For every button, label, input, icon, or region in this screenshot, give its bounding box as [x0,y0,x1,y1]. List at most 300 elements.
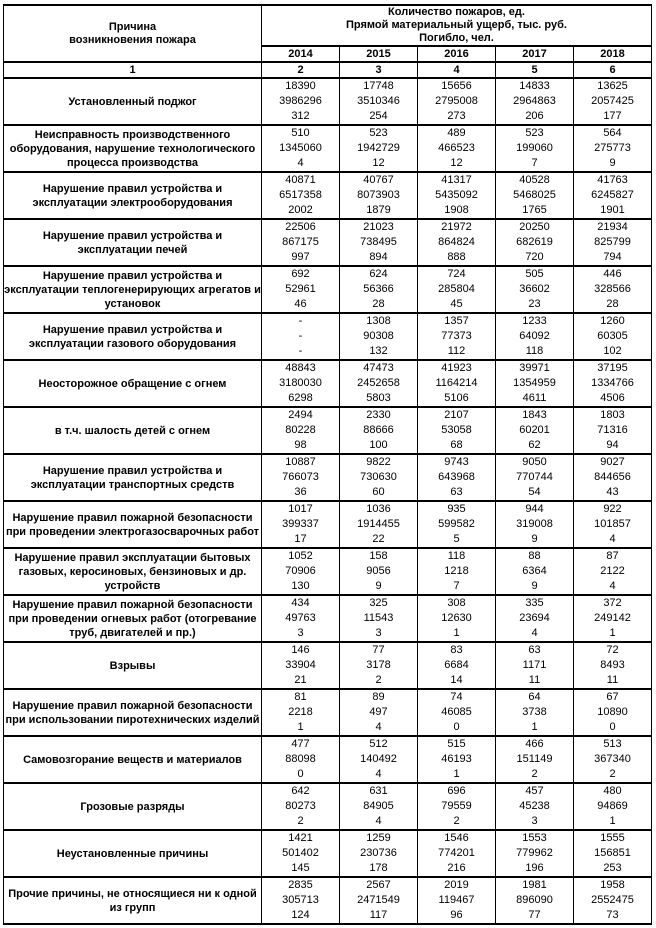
metric-value: 2218 [288,706,313,718]
metric-value: 216 [447,862,466,874]
metric-value: 6684 [444,659,469,671]
metric-value: 564 [603,127,622,139]
metric-value: 1908 [444,204,469,216]
metric-value: 63 [528,644,541,656]
metric-value: 599582 [438,518,475,530]
metrics-header-line-1: Количество пожаров, ед. [388,6,525,18]
cause-header-line-1: Причина [108,20,157,33]
metric-value: 1345060 [279,142,322,154]
value-cell [418,877,496,924]
metric-value: 2 [297,815,304,827]
value-cell [574,125,652,172]
value-cell [262,219,340,266]
metric-value: 89 [372,691,385,703]
metric-value: 41923 [441,362,472,374]
metric-value: 14833 [519,80,550,92]
metric-value: 87 [606,550,619,562]
metric-value: 523 [525,127,544,139]
value-cell [496,877,574,924]
value-cell [340,595,418,642]
cause-cell: Нарушение правил пожарной безопасности при использовании пиротехнических изделий [4,689,262,736]
cause-cell: Грозовые разряды [4,783,262,830]
metric-value: 1 [453,627,460,639]
value-cell [574,78,652,125]
metric-value: 2122 [600,565,625,577]
metric-value: 9822 [366,456,391,468]
metric-value: 2552475 [591,894,634,906]
metric-value: 20250 [519,221,550,233]
value-cell [496,219,574,266]
metric-value: 196 [525,862,544,874]
metrics-header-line-2: Прямой материальный ущерб, тыс. руб. [346,19,567,31]
metric-value: 1901 [600,204,625,216]
metric-value: 249142 [594,612,631,624]
value-cell [418,736,496,783]
metric-value: 11543 [363,612,394,624]
metric-value: 64092 [519,330,550,342]
value-cell [418,830,496,877]
metric-value: 2795008 [435,95,478,107]
metric-value: 631 [369,785,388,797]
metric-value: 28 [606,298,619,310]
metric-value: 11 [606,674,619,686]
table-row [4,407,652,454]
table-row [4,642,652,689]
cause-cell: Нарушение правил пожарной безопасности при проведении электрогазосварочных работ [4,501,262,548]
metric-value: 8073903 [357,189,400,201]
metric-value: 794 [603,251,622,263]
metric-value: 62 [528,439,541,451]
metric-value: 9050 [522,456,547,468]
metric-value: 510 [291,127,310,139]
metric-value: 2019 [444,879,469,891]
metric-value: 124 [291,909,310,921]
value-cell [262,548,340,595]
metric-value: 12 [450,157,463,169]
metric-value: 1803 [600,409,625,421]
metric-value: 3738 [522,706,547,718]
index-cell-3: 3 [340,62,418,78]
metric-value: 1171 [522,659,547,671]
value-cell [418,595,496,642]
metric-value: 305713 [282,894,319,906]
metric-value: 3 [375,627,382,639]
value-cell [496,595,574,642]
metric-value: 2835 [288,879,313,891]
metric-value: 5 [453,533,460,545]
metric-value: 2107 [444,409,469,421]
value-cell [574,313,652,360]
metric-value: 9 [609,157,616,169]
cause-header-line-2: возникновения пожара [69,33,196,46]
metric-value: 682619 [516,236,553,248]
metric-value: 81 [294,691,307,703]
cause-cell: Неустановленные причины [4,830,262,877]
cause-cell: Нарушение правил устройства и эксплуатации электрооборудования [4,172,262,219]
metric-value: 2330 [366,409,391,421]
metric-value: 4 [375,768,382,780]
header-row-metrics [4,5,652,46]
metric-value: 90308 [363,330,394,342]
metric-value: 15656 [441,80,472,92]
value-cell [574,501,652,548]
metric-value: 77 [372,644,385,656]
value-cell [262,266,340,313]
value-cell [340,689,418,736]
metric-value: 47473 [363,362,394,374]
metric-value: 40767 [363,174,394,186]
metric-value: 4 [531,627,538,639]
metric-value: 0 [297,768,304,780]
metric-value: 457 [525,785,544,797]
value-cell [496,360,574,407]
metric-value: 140492 [360,753,397,765]
value-cell [340,642,418,689]
metric-value: 434 [291,597,310,609]
value-cell [262,830,340,877]
metric-value: 367340 [594,753,631,765]
metric-value: 23694 [519,612,550,624]
value-cell [496,642,574,689]
value-cell [340,501,418,548]
cause-cell: Нарушение правил эксплуатации бытовых газовых, керосиновых, бензиновых и др. устройств [4,548,262,595]
metric-value: 17 [294,533,307,545]
metric-value: 896090 [516,894,553,906]
metric-value: 480 [603,785,622,797]
value-cell [262,877,340,924]
metric-value: 2471549 [357,894,400,906]
value-cell [340,830,418,877]
metric-value: 888 [447,251,466,263]
metric-value: 864824 [438,236,475,248]
metric-value: 45238 [519,800,550,812]
metric-value: 21934 [597,221,628,233]
value-cell [262,501,340,548]
cause-column-header [4,5,262,62]
metric-value: 9743 [444,456,469,468]
value-cell [574,642,652,689]
value-cell [574,407,652,454]
value-cell [262,125,340,172]
metric-value: 477 [291,738,310,750]
value-cell [418,642,496,689]
metric-value: 4 [375,721,382,733]
metric-value: 37195 [597,362,628,374]
value-cell [496,830,574,877]
metric-value: 466 [525,738,544,750]
metric-value: 33904 [285,659,316,671]
metric-value: 206 [525,110,544,122]
metric-value: 1259 [366,832,391,844]
metric-value: 18390 [285,80,316,92]
value-cell [262,642,340,689]
value-cell [418,313,496,360]
metric-value: 74 [450,691,463,703]
year-header-2016: 2016 [418,46,496,62]
value-cell [418,266,496,313]
metrics-column-header [262,5,652,46]
metric-value: 515 [447,738,466,750]
metric-value: 79559 [441,800,472,812]
metric-value: 774201 [438,847,475,859]
header-row-indices [4,62,652,78]
metric-value: 944 [525,503,544,515]
metric-value: 5435092 [435,189,478,201]
metric-value: 36602 [519,283,550,295]
value-cell [262,313,340,360]
metric-value: 54 [528,486,541,498]
table-row [4,736,652,783]
metrics-header-line-3: Погибло, чел. [419,32,494,44]
metric-value: 1765 [522,204,547,216]
metric-value: 497 [369,706,388,718]
metric-value: 720 [525,251,544,263]
metric-value: 88666 [363,424,394,436]
metric-value: 230736 [360,847,397,859]
value-cell [574,783,652,830]
metric-value: 4 [609,580,616,592]
table-body [4,78,652,924]
metric-value: 1 [609,815,616,827]
table-row [4,689,652,736]
metric-value: 101857 [594,518,631,530]
metric-value: 399337 [282,518,319,530]
metric-value: 3178 [366,659,391,671]
metric-value: 40528 [519,174,550,186]
metric-value: 1233 [522,315,547,327]
metric-value: 158 [369,550,388,562]
metric-value: 6298 [288,392,313,404]
value-cell [496,266,574,313]
cause-cell: Нарушение правил устройства и эксплуатации транспортных средств [4,454,262,501]
metric-value: 1843 [522,409,547,421]
metric-value: 4 [297,157,304,169]
value-cell [574,219,652,266]
metric-value: - [298,315,303,327]
metric-value: 41763 [597,174,628,186]
value-cell [262,689,340,736]
metric-value: 77 [528,909,541,921]
metric-value: 130 [291,580,310,592]
metric-value: 319008 [516,518,553,530]
metric-value: 39971 [519,362,550,374]
value-cell [262,407,340,454]
value-cell [340,125,418,172]
metric-value: 53058 [441,424,472,436]
metric-value: 2 [375,674,382,686]
metric-value: 46 [294,298,307,310]
metric-value: 325 [369,597,388,609]
metric-value: 1981 [522,879,547,891]
metric-value: 1357 [444,315,469,327]
metric-value: 88 [528,550,541,562]
metric-value: 738495 [360,236,397,248]
index-cell-2: 2 [262,62,340,78]
metric-value: 52961 [285,283,316,295]
metric-value: 112 [447,345,466,357]
metric-value: 2452658 [357,377,400,389]
metric-value: 12630 [441,612,472,624]
metric-value: 21972 [441,221,472,233]
metric-value: 8493 [600,659,625,671]
value-cell [340,172,418,219]
metric-value: 1553 [522,832,547,844]
metric-value: 253 [603,862,622,874]
metric-value: 77373 [441,330,472,342]
value-cell [418,407,496,454]
value-cell [262,454,340,501]
metric-value: 118 [525,345,544,357]
value-cell [496,501,574,548]
metric-value: 466523 [438,142,475,154]
value-cell [574,266,652,313]
value-cell [340,783,418,830]
metric-value: 523 [369,127,388,139]
metric-value: 308 [447,597,466,609]
metric-value: 73 [606,909,619,921]
metric-value: 3986296 [279,95,322,107]
year-header-2017: 2017 [496,46,574,62]
metric-value: 68 [450,439,463,451]
metric-value: 22 [372,533,385,545]
metric-value: 84905 [363,800,394,812]
metric-value: 28 [372,298,385,310]
metric-value: 7 [453,580,460,592]
metric-value: 22506 [285,221,316,233]
metric-value: 730630 [360,471,397,483]
metric-value: 6245827 [591,189,634,201]
metric-value: 9 [375,580,382,592]
metric-value: 71316 [597,424,628,436]
metric-value: 48843 [285,362,316,374]
metric-value: 117 [369,909,388,921]
metric-value: 88098 [285,753,316,765]
metric-value: 94869 [597,800,628,812]
value-cell [340,877,418,924]
metric-value: 56366 [363,283,394,295]
value-cell [574,689,652,736]
metric-value: 4 [609,533,616,545]
metric-value: 60305 [597,330,628,342]
metric-value: 46193 [441,753,472,765]
table-row [4,360,652,407]
metric-value: 9 [531,533,538,545]
metric-value: 2 [531,768,538,780]
metric-value: 6517358 [279,189,322,201]
metric-value: 1052 [288,550,313,562]
value-cell [262,360,340,407]
metric-value: 1260 [600,315,625,327]
metric-value: 199060 [516,142,553,154]
value-cell [574,548,652,595]
table-row [4,78,652,125]
metric-value: 335 [525,597,544,609]
metric-value: 83 [450,644,463,656]
metric-value: 49763 [285,612,316,624]
metric-value: 7 [531,157,538,169]
metric-value: 60201 [519,424,550,436]
index-cell-6: 6 [574,62,652,78]
value-cell [574,595,652,642]
metric-value: 1017 [288,503,313,515]
metric-value: 825799 [594,236,631,248]
metric-value: 0 [453,721,460,733]
value-cell [574,172,652,219]
value-cell [418,783,496,830]
metric-value: 2964863 [513,95,556,107]
value-cell [262,78,340,125]
metric-value: 3180030 [279,377,322,389]
metric-value: 2057425 [591,95,634,107]
value-cell [496,125,574,172]
value-cell [574,360,652,407]
value-cell [340,407,418,454]
metric-value: 1354959 [513,377,556,389]
value-cell [418,454,496,501]
metric-value: 145 [291,862,310,874]
metric-value: 512 [369,738,388,750]
value-cell [418,125,496,172]
metric-value: 21 [294,674,307,686]
metric-value: 285804 [438,283,475,295]
metric-value: 14 [450,674,463,686]
metric-value: 372 [603,597,622,609]
index-cell-4: 4 [418,62,496,78]
metric-value: 102 [603,345,622,357]
metric-value: 100 [369,439,388,451]
value-cell [262,783,340,830]
cause-cell: Неосторожное обращение с огнем [4,360,262,407]
metric-value: 156851 [594,847,631,859]
metric-value: 1555 [600,832,625,844]
metric-value: 94 [606,439,619,451]
metric-value: 1164214 [435,377,478,389]
metric-value: 3 [297,627,304,639]
value-cell [496,313,574,360]
metric-value: 46085 [441,706,472,718]
table-row [4,595,652,642]
cause-cell: Взрывы [4,642,262,689]
metric-value: 23 [528,298,541,310]
metric-value: 72 [606,644,619,656]
metric-value: 12 [372,157,385,169]
metric-value: 1218 [444,565,469,577]
metric-value: 119467 [438,894,475,906]
metric-value: 2 [609,768,616,780]
cause-cell: Нарушение правил устройства и эксплуатации теплогенерирующих агрегатов и установок [4,266,262,313]
metric-value: 63 [450,486,463,498]
metric-value: 98 [294,439,307,451]
metric-value: 770744 [516,471,553,483]
value-cell [418,689,496,736]
fire-statistics-table [3,4,652,925]
metric-value: 4 [375,815,382,827]
metric-value: 2002 [288,204,313,216]
metric-value: 3 [531,815,538,827]
metric-value: 696 [447,785,466,797]
cause-cell: Самовозгорание веществ и материалов [4,736,262,783]
metric-value: 844656 [594,471,631,483]
metric-value: 43 [606,486,619,498]
metric-value: 9 [531,580,538,592]
metric-value: 0 [609,721,616,733]
metric-value: 2494 [288,409,313,421]
metric-value: 5468025 [513,189,556,201]
table-row [4,266,652,313]
year-header-2018: 2018 [574,46,652,62]
value-cell [418,78,496,125]
cause-cell: Неисправность производственного оборудования, нарушение технологического процесса производства [4,125,262,172]
